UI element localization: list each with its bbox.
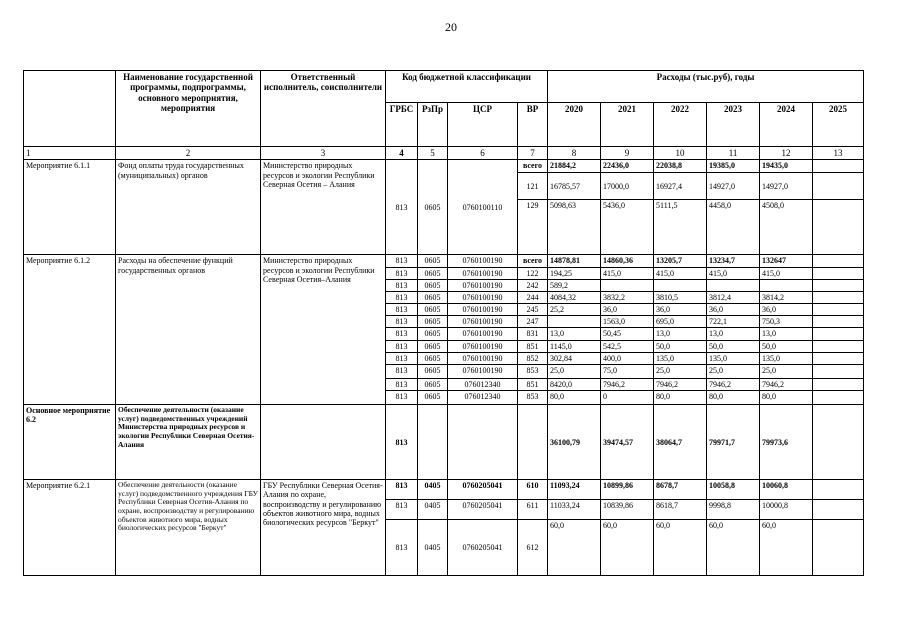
table-row [24,255,864,267]
value-cell: 79971,7 [707,405,760,480]
rzpr-cell: 0605 [418,328,448,340]
csr-cell: 0760100190 [448,328,518,340]
grbs-cell: 813 [386,391,418,405]
vr-cell: 851 [518,379,548,391]
header-year: 2022 [654,103,707,147]
value-cell: 50,0 [654,340,707,352]
value-cell: 194,25 [548,267,601,279]
value-cell: 4508,0 [760,200,813,255]
value-cell: 10839,86 [601,500,654,520]
value-cell [813,340,864,352]
header-expenses: Расходы (тыс.руб), годы [548,71,864,103]
value-cell: 9998,8 [707,500,760,520]
grbs-cell: 813 [386,291,418,303]
header-year: 2024 [760,103,813,147]
rzpr-cell: 0605 [418,267,448,279]
value-cell: 135,0 [760,352,813,364]
grbs-cell: 813 [386,365,418,379]
value-cell: 36100,79 [548,405,601,480]
col-number: 2 [116,147,261,160]
value-cell: 79973,6 [760,405,813,480]
value-cell: 50,0 [707,340,760,352]
rzpr-cell: 0605 [418,391,448,405]
vr-cell: 247 [518,316,548,328]
rzpr-cell: 0605 [418,379,448,391]
value-cell: 3810,5 [654,291,707,303]
row-responsible [261,405,386,480]
header-kbk: Код бюджетной классификации [386,71,548,103]
value-cell: 36,0 [601,304,654,316]
header-grbs: ГРБС [386,103,418,147]
grbs-cell: 813 [386,480,418,500]
header-year: 2020 [548,103,601,147]
value-cell [813,200,864,255]
col-number: 10 [654,147,707,160]
header-csr: ЦСР [448,103,518,147]
value-cell: 4458,0 [707,200,760,255]
grbs-cell: 813 [386,316,418,328]
value-cell: 1145,0 [548,340,601,352]
vr-cell: 245 [518,304,548,316]
value-cell: 11033,24 [548,500,601,520]
value-cell: 60,0 [760,520,813,576]
block2-rows [24,255,864,405]
value-cell: 25,0 [654,365,707,379]
value-cell: 14927,0 [707,173,760,200]
csr-cell: 0760100190 [448,352,518,364]
value-cell: 36,0 [760,304,813,316]
value-cell: 400,0 [601,352,654,364]
grbs-cell: 813 [386,304,418,316]
value-cell [813,173,864,200]
value-cell: 5098,63 [548,200,601,255]
value-cell: 1563,0 [601,316,654,328]
grbs-cell: 813 [386,328,418,340]
rzpr-cell: 0605 [418,304,448,316]
header-rzpr: РзПр [418,103,448,147]
vr-cell: 851 [518,340,548,352]
col-number: 8 [548,147,601,160]
value-cell: 25,0 [548,365,601,379]
value-cell [813,267,864,279]
value-cell: 10899,86 [601,480,654,500]
value-cell: 14860,36 [601,255,654,267]
col-number: 12 [760,147,813,160]
value-cell: 10058,8 [707,480,760,500]
vr-cell: 242 [518,279,548,291]
vr-cell: 122 [518,267,548,279]
value-cell: 415,0 [654,267,707,279]
value-cell: 3812,4 [707,291,760,303]
column-numbers-row [24,147,864,160]
col-number: 13 [813,147,864,160]
value-cell: 60,0 [654,520,707,576]
row-responsible: Министерство природных ресурсов и экологии Республики Северная Осетия–Алания [261,255,386,405]
value-cell [813,279,864,291]
row-label: Основное мероприятие 6.2 [24,405,116,480]
value-cell: 0 [601,391,654,405]
value-cell: 80,0 [760,391,813,405]
csr-cell: 0760100190 [448,340,518,352]
value-cell: 60,0 [707,520,760,576]
page-number: 20 [445,20,457,34]
value-cell [813,316,864,328]
value-cell: 10000,8 [760,500,813,520]
csr-cell: 0760100190 [448,291,518,303]
rzpr-cell: 0605 [418,340,448,352]
grbs-cell: 813 [386,520,418,576]
value-cell [813,352,864,364]
col-number: 5 [418,147,448,160]
value-cell: 7946,2 [601,379,654,391]
rzpr-cell: 0405 [418,520,448,576]
rzpr-cell: 0605 [418,279,448,291]
row-responsible: Министерство природных ресурсов и экологии Республики Северная Осетия – Алания [261,160,386,255]
value-cell: 5111,5 [654,200,707,255]
vr-cell: 610 [518,480,548,500]
csr-cell: 0760205041 [448,520,518,576]
csr-cell: 0760100190 [448,304,518,316]
col-number: 11 [707,147,760,160]
rzpr-cell: 0605 [418,160,448,255]
value-cell [813,160,864,173]
rzpr-cell: 0605 [418,255,448,267]
row-label: Мероприятие 6.1.1 [24,160,116,255]
value-cell: 415,0 [760,267,813,279]
header-vr: ВР [518,103,548,147]
value-cell [813,500,864,520]
value-cell: 3832,2 [601,291,654,303]
value-cell: 8420,0 [548,379,601,391]
row-label: Мероприятие 6.1.2 [24,255,116,405]
grbs-cell: 813 [386,500,418,520]
rzpr-cell: 0405 [418,500,448,520]
value-cell: 132647 [760,255,813,267]
csr-cell [448,405,518,480]
rzpr-cell: 0605 [418,352,448,364]
value-cell: 7946,2 [654,379,707,391]
col-number: 1 [24,147,116,160]
col-number: 7 [518,147,548,160]
value-cell [813,328,864,340]
value-cell: 16785,57 [548,173,601,200]
vr-cell: 852 [518,352,548,364]
vr-cell: всего [518,255,548,267]
value-cell: 8618,7 [654,500,707,520]
csr-cell: 0760100110 [448,160,518,255]
header-empty-cell [24,71,116,147]
value-cell: 695,0 [654,316,707,328]
row-name: Фонд оплаты труда государственных (муниципальных) органов [116,160,261,255]
rzpr-cell: 0605 [418,316,448,328]
value-cell: 13205,7 [654,255,707,267]
value-cell: 38064,7 [654,405,707,480]
value-cell: 13234,7 [707,255,760,267]
value-cell [813,255,864,267]
value-cell [813,391,864,405]
csr-cell: 0760100190 [448,279,518,291]
value-cell: 80,0 [654,391,707,405]
header-year: 2023 [707,103,760,147]
row-responsible: ГБУ Республики Северная Осетия-Алания по охране, воспроизводству и регулированию объектов животного мира, водных биологических ресурсов "Беркут" [261,480,386,576]
value-cell: 21884,2 [548,160,601,173]
value-cell [813,405,864,480]
csr-cell: 0760100190 [448,316,518,328]
csr-cell: 0760100190 [448,267,518,279]
row-name: Расходы на обеспечение функций государственных органов [116,255,261,405]
value-cell [707,279,760,291]
csr-cell: 076012340 [448,379,518,391]
csr-cell: 0760100190 [448,255,518,267]
csr-cell: 0760205041 [448,500,518,520]
value-cell [813,379,864,391]
value-cell: 13,0 [654,328,707,340]
value-cell: 75,0 [601,365,654,379]
header-resp-col: Ответственный исполнитель, соисполнители [261,71,386,147]
value-cell: 8678,7 [654,480,707,500]
rzpr-cell: 0605 [418,365,448,379]
value-cell: 22038,8 [654,160,707,173]
grbs-cell: 813 [386,279,418,291]
csr-cell: 0760205041 [448,480,518,500]
value-cell: 750,3 [760,316,813,328]
vr-cell: 831 [518,328,548,340]
vr-cell: 611 [518,500,548,520]
row-name: Обеспечение деятельности (оказание услуг) подведомственного учреждения ГБУ Республики Северная Осетия-Алания по охране, воспроизводству и регулированию объектов животного мира, водных биологических ресурсов "Беркут" [116,480,261,576]
csr-cell: 0760100190 [448,365,518,379]
value-cell: 13,0 [707,328,760,340]
vr-cell: 121 [518,173,548,200]
value-cell: 19385,0 [707,160,760,173]
vr-cell: 853 [518,365,548,379]
value-cell: 722,1 [707,316,760,328]
value-cell: 135,0 [707,352,760,364]
value-cell: 36,0 [707,304,760,316]
value-cell: 4084,32 [548,291,601,303]
value-cell: 14927,0 [760,173,813,200]
rzpr-cell: 0405 [418,480,448,500]
grbs-cell: 813 [386,405,418,480]
value-cell: 3814,2 [760,291,813,303]
value-cell: 25,2 [548,304,601,316]
value-cell: 50,45 [601,328,654,340]
value-cell [813,365,864,379]
grbs-cell: 813 [386,379,418,391]
vr-cell: всего [518,160,548,173]
value-cell: 22436,0 [601,160,654,173]
value-cell: 135,0 [654,352,707,364]
value-cell: 16927,4 [654,173,707,200]
rzpr-cell [418,405,448,480]
value-cell [813,304,864,316]
value-cell [813,520,864,576]
csr-cell: 076012340 [448,391,518,405]
row-label: Мероприятие 6.2.1 [24,480,116,576]
value-cell: 13,0 [548,328,601,340]
value-cell: 36,0 [654,304,707,316]
value-cell [760,279,813,291]
header-year: 2021 [601,103,654,147]
expenses-table [23,70,864,576]
value-cell: 50,0 [760,340,813,352]
value-cell: 11093,24 [548,480,601,500]
vr-cell: 853 [518,391,548,405]
value-cell [813,480,864,500]
vr-cell: 129 [518,200,548,255]
grbs-cell: 813 [386,255,418,267]
value-cell: 17000,0 [601,173,654,200]
value-cell: 80,0 [548,391,601,405]
value-cell: 7946,2 [760,379,813,391]
value-cell: 19435,0 [760,160,813,173]
row-name: Обеспечение деятельности (оказание услуг) подведомственных учреждений Министерства природных ресурсов и экологии Республики Северная Осетия-Алания [116,405,261,480]
value-cell: 60,0 [601,520,654,576]
value-cell [548,316,601,328]
value-cell: 589,2 [548,279,601,291]
grbs-cell: 813 [386,340,418,352]
vr-cell [518,405,548,480]
value-cell: 80,0 [707,391,760,405]
vr-cell: 244 [518,291,548,303]
value-cell: 7946,2 [707,379,760,391]
value-cell [813,291,864,303]
header-year: 2025 [813,103,864,147]
vr-cell: 612 [518,520,548,576]
header-name-col: Наименование государственной программы, подпрограммы, основного мероприятия, мероприятия [116,71,261,147]
value-cell: 10060,8 [760,480,813,500]
value-cell: 302,84 [548,352,601,364]
value-cell: 60,0 [548,520,601,576]
grbs-cell: 813 [386,352,418,364]
col-number: 3 [261,147,386,160]
grbs-cell: 813 [386,160,418,255]
value-cell [654,279,707,291]
value-cell: 415,0 [601,267,654,279]
value-cell: 13,0 [760,328,813,340]
value-cell: 25,0 [760,365,813,379]
grbs-cell: 813 [386,267,418,279]
value-cell: 542,5 [601,340,654,352]
rzpr-cell: 0605 [418,291,448,303]
col-number: 4 [386,147,418,160]
value-cell: 415,0 [707,267,760,279]
value-cell: 14878,81 [548,255,601,267]
col-number: 9 [601,147,654,160]
value-cell: 5436,0 [601,200,654,255]
value-cell: 39474,57 [601,405,654,480]
value-cell [601,279,654,291]
value-cell: 25,0 [707,365,760,379]
col-number: 6 [448,147,518,160]
